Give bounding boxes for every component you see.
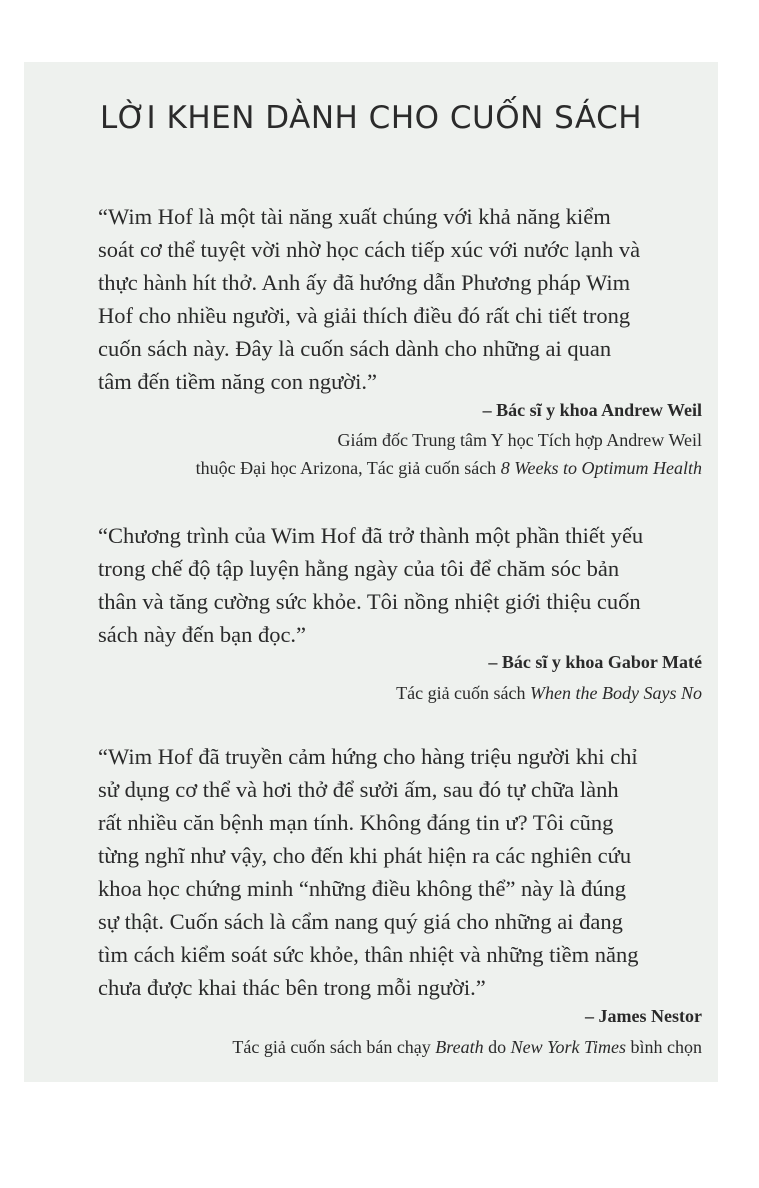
quote-line: tìm cách kiểm soát sức khỏe, thân nhiệt và những tiềm năng: [98, 942, 639, 967]
credit-line: [396, 679, 702, 707]
quote-line: sự thật. Cuốn sách là cẩm nang quý giá cho những ai đang: [98, 909, 623, 934]
testimonial-quote-1: [98, 200, 708, 398]
testimonial-quote-3: [98, 740, 708, 1004]
book-page: [24, 62, 718, 1082]
quote-line: khoa học chứng minh “những điều không thể” này là đúng: [98, 876, 627, 901]
credit-text: Tác giả cuốn sách bán chạy: [232, 1037, 436, 1057]
testimonial-quote-2: [98, 519, 708, 651]
publication-name: New York Times: [510, 1037, 626, 1057]
quote-line: tâm đến tiềm năng con người.”: [98, 369, 378, 394]
quote-line: Hof cho nhiều người, và giải thích điều đó rất chi tiết trong: [98, 303, 631, 328]
quote-line: từng nghĩ như vậy, cho đến khi phát hiện ra các nghiên cứu: [98, 843, 632, 868]
quote-line: thực hành hít thở. Anh ấy đã hướng dẫn Phương pháp Wim: [98, 270, 631, 295]
quote-line: soát cơ thể tuyệt vời nhờ học cách tiếp xúc với nước lạnh và: [98, 237, 641, 262]
book-title: 8 Weeks to Optimum Health: [500, 458, 702, 478]
credit-line: Giám đốc Trung tâm Y học Tích hợp Andrew Weil: [337, 430, 702, 450]
quote-line: trong chế độ tập luyện hằng ngày của tôi để chăm sóc bản: [98, 556, 620, 581]
book-title: Breath: [435, 1037, 484, 1057]
testimonial-author-1: – Bác sĩ y khoa Andrew Weil: [482, 400, 702, 420]
testimonial-credit-2: [396, 679, 702, 707]
testimonial-author-2: – Bác sĩ y khoa Gabor Maté: [488, 652, 702, 672]
quote-line: sách này đến bạn đọc.”: [98, 622, 307, 647]
quote-line: “Wim Hof đã truyền cảm hứng cho hàng triệu người khi chỉ: [98, 744, 638, 769]
testimonial-credit-3: [232, 1033, 702, 1061]
quote-line: “Chương trình của Wim Hof đã trở thành một phần thiết yếu: [98, 523, 644, 548]
credit-text: bình chọn: [626, 1037, 702, 1057]
quote-line: sử dụng cơ thể và hơi thở để sưởi ấm, sau đó tự chữa lành: [98, 777, 619, 802]
page-title: LỜI KHEN DÀNH CHO CUỐN SÁCH: [99, 100, 643, 136]
quote-line: chưa được khai thác bên trong mỗi người.”: [98, 975, 486, 1000]
book-title: When the Body Says No: [530, 683, 702, 703]
quote-line: rất nhiều căn bệnh mạn tính. Không đáng tin ư? Tôi cũng: [98, 810, 614, 835]
credit-line: [196, 454, 702, 482]
quote-line: cuốn sách này. Đây là cuốn sách dành cho những ai quan: [98, 336, 612, 361]
testimonial-author-3: – James Nestor: [585, 1006, 702, 1026]
credit-text: thuộc Đại học Arizona, Tác giả cuốn sách: [195, 458, 501, 478]
credit-text: Tác giả cuốn sách: [396, 683, 531, 703]
credit-text: do: [483, 1037, 511, 1057]
quote-line: thân và tăng cường sức khỏe. Tôi nồng nhiệt giới thiệu cuốn: [98, 589, 641, 614]
credit-line: [232, 1033, 702, 1061]
quote-line: “Wim Hof là một tài năng xuất chúng với khả năng kiểm: [98, 204, 611, 229]
testimonial-credit-1: [196, 426, 702, 482]
